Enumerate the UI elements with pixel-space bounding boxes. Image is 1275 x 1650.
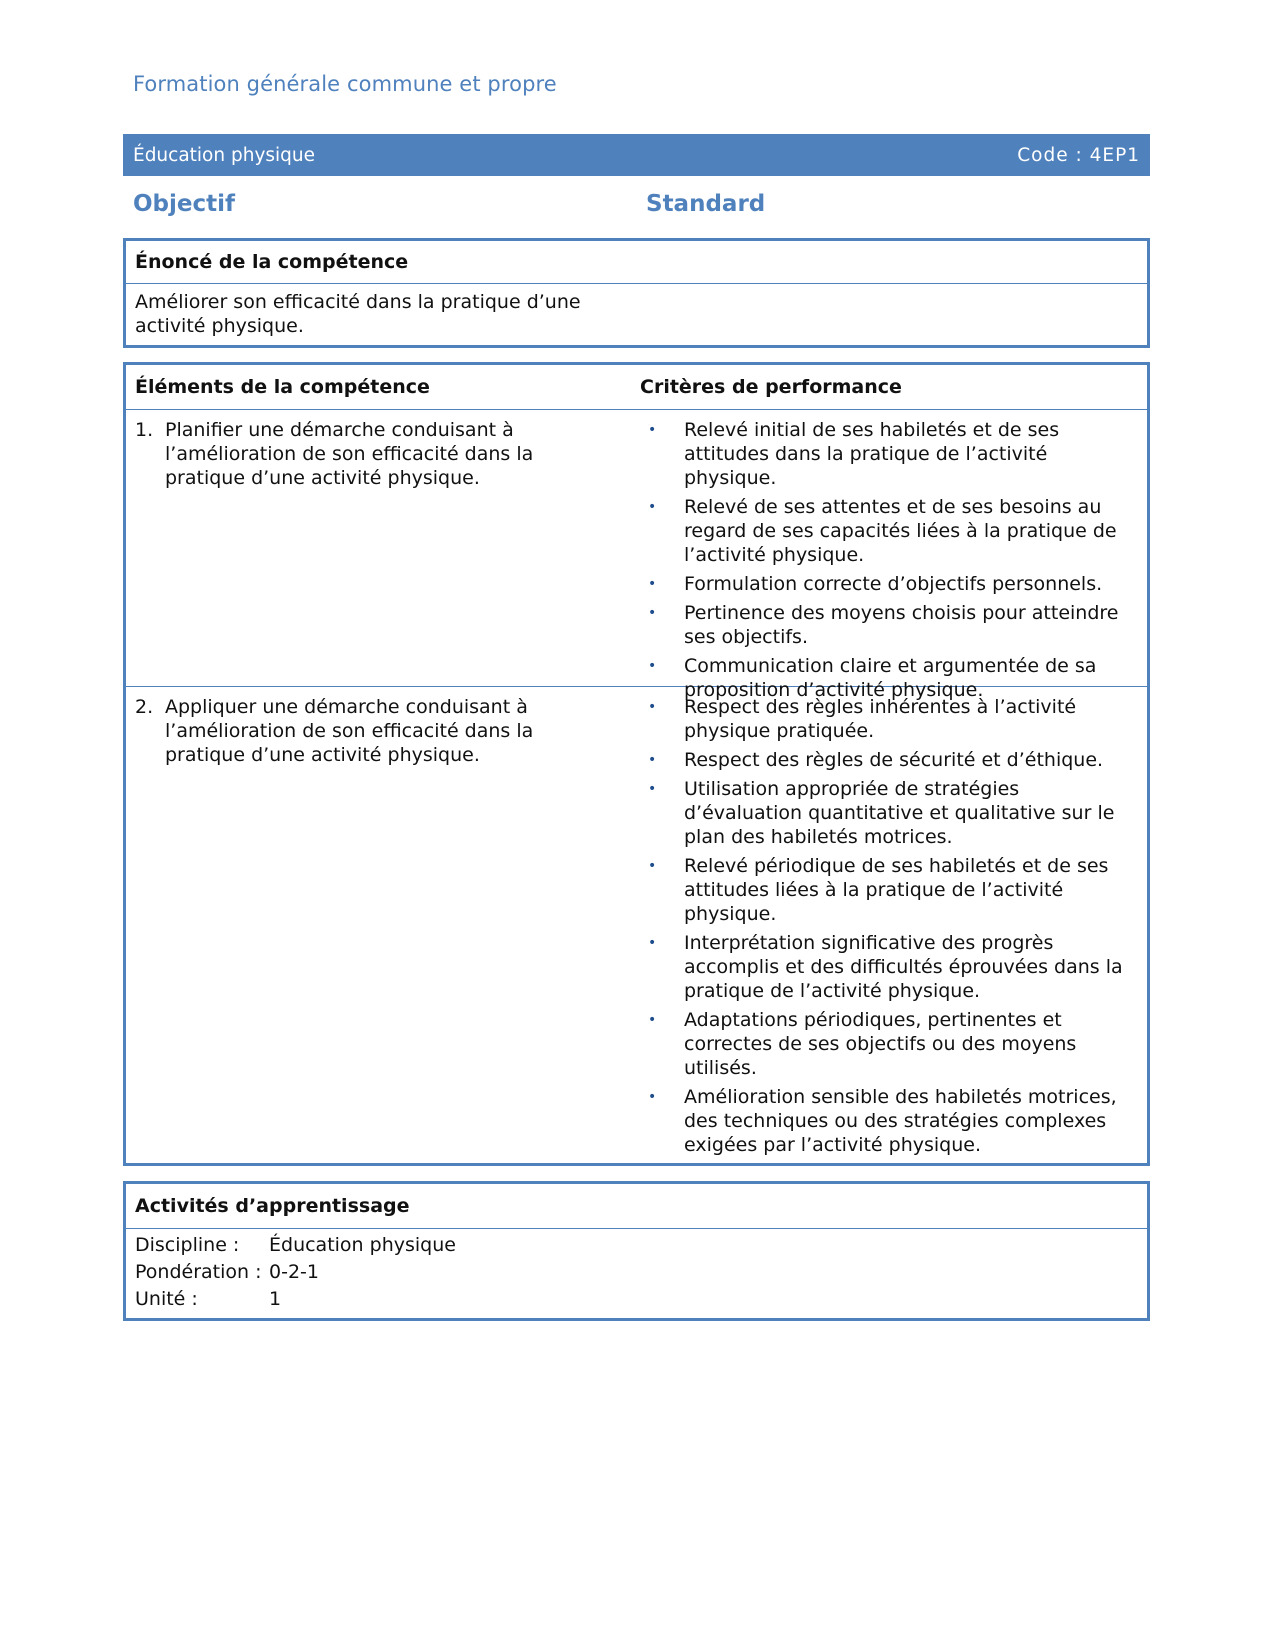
list-item (640, 748, 1147, 772)
criterion-text: Formulation correcte d’objectifs personnels. (684, 573, 1103, 595)
list-item (640, 572, 1147, 596)
bullet-icon: • (648, 858, 657, 874)
standard-heading: Standard (646, 191, 766, 217)
bullet-icon: • (648, 1012, 657, 1028)
enonce-box (123, 238, 1150, 348)
bullet-icon: • (648, 605, 657, 621)
criteria-header: Critères de performance (640, 376, 902, 398)
element-number: 2. (135, 696, 154, 718)
activities-header: Activités d’apprentissage (126, 1184, 1147, 1229)
table-row (126, 687, 1147, 1162)
bullet-icon: • (648, 499, 657, 515)
list-item (640, 1008, 1147, 1080)
element-item (135, 410, 640, 490)
element-text: Planifier une démarche conduisant à l’amélioration de son efficacité dans la pratique d’une activité physique. (165, 419, 534, 489)
bullet-icon: • (648, 576, 657, 592)
criterion-text: Pertinence des moyens choisis pour atteindre ses objectifs. (684, 602, 1119, 648)
bullet-icon: • (648, 935, 657, 951)
bullet-icon: • (648, 699, 657, 715)
list-item (640, 1085, 1147, 1157)
criterion-text: Amélioration sensible des habiletés motrices, des techniques ou des stratégies complexes exigées par l’activité physique. (684, 1086, 1117, 1156)
elements-header: Éléments de la compétence (135, 376, 430, 398)
enonce-text: Améliorer son efficacité dans la pratique d’une activité physique. (135, 291, 581, 337)
bullet-icon: • (648, 752, 657, 768)
list-item (640, 854, 1147, 926)
criterion-text: Interprétation significative des progrès accomplis et des difficultés éprouvées dans la pratique de l’activité physique. (684, 932, 1123, 1002)
list-item (640, 495, 1147, 567)
criterion-text: Respect des règles de sécurité et d’éthique. (684, 749, 1104, 771)
criterion-text: Relevé périodique de ses habiletés et de ses attitudes liées à la pratique de l’activité physique. (684, 855, 1109, 925)
list-item (640, 931, 1147, 1003)
field-value: 1 (269, 1288, 282, 1310)
activities-box (123, 1181, 1150, 1321)
list-item (640, 777, 1147, 849)
list-item (640, 695, 1147, 743)
enonce-header: Énoncé de la compétence (126, 241, 1147, 284)
element-number: 1. (135, 419, 154, 441)
field-value: 0-2-1 (269, 1261, 319, 1283)
course-banner (123, 134, 1150, 176)
bullet-icon: • (648, 658, 657, 674)
bullet-icon: • (648, 1089, 657, 1105)
field-label: Pondération : (135, 1261, 262, 1283)
criterion-text: Relevé de ses attentes et de ses besoins au regard de ses capacités liées à la pratique de l’activité physique. (684, 496, 1117, 566)
criterion-text: Communication claire et argumentée de sa proposition d’activité physique. (684, 655, 1097, 701)
bullet-icon: • (648, 422, 657, 438)
unite-field (135, 1286, 1138, 1313)
activities-fields (126, 1229, 1147, 1316)
ponderation-field (135, 1259, 1138, 1286)
competence-table (123, 362, 1150, 1166)
element-text: Appliquer une démarche conduisant à l’amélioration de son efficacité dans la pratique d’une activité physique. (165, 696, 534, 766)
criteria-list (640, 410, 1147, 702)
course-subject: Éducation physique (133, 144, 316, 166)
course-code: Code : 4EP1 (1017, 144, 1140, 166)
objective-heading: Objectif (133, 191, 236, 217)
element-item (135, 687, 640, 767)
field-label: Unité : (135, 1288, 198, 1310)
list-item (640, 601, 1147, 649)
table-row (126, 410, 1147, 701)
criterion-text: Respect des règles inhérentes à l’activité physique pratiquée. (684, 696, 1077, 742)
bullet-icon: • (648, 781, 657, 797)
field-value: Éducation physique (269, 1234, 456, 1256)
criterion-text: Utilisation appropriée de stratégies d’évaluation quantitative et qualitative sur le plan des habiletés motrices. (684, 778, 1115, 848)
criteria-list (640, 687, 1147, 1157)
discipline-field (135, 1232, 1138, 1259)
field-label: Discipline : (135, 1234, 240, 1256)
criterion-text: Adaptations périodiques, pertinentes et correctes de ses objectifs ou des moyens utilisés. (684, 1009, 1077, 1079)
criterion-text: Relevé initial de ses habiletés et de ses attitudes dans la pratique de l’activité physique. (684, 419, 1060, 489)
competence-table-header (126, 365, 1147, 410)
section-title: Formation générale commune et propre (133, 72, 557, 96)
list-item (640, 418, 1147, 490)
